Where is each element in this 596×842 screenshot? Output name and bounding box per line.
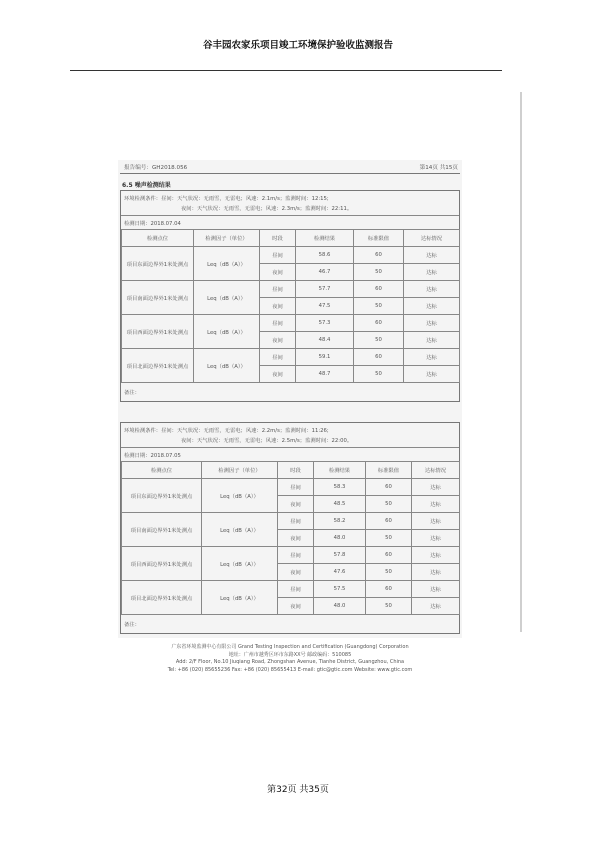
cell-limit: 50	[354, 366, 404, 383]
cell-period: 夜间	[278, 530, 314, 547]
table-row	[122, 281, 460, 298]
table-row	[122, 349, 460, 366]
page-header-title: 谷丰园农家乐项目竣工环境保护验收监测报告	[202, 40, 393, 51]
cell-limit: 60	[366, 581, 412, 598]
cell-period: 昼间	[260, 349, 296, 366]
report-number: 报告编号：GH2018.056	[124, 165, 188, 171]
report-page-mark: 第14页 共15页	[419, 165, 458, 171]
cell-result: 59.1	[296, 349, 354, 366]
noise-table-day1	[120, 190, 460, 402]
cell-factor: Leq（dB（A））	[194, 315, 260, 349]
cell-status: 达标	[404, 247, 460, 264]
cell-limit: 60	[366, 547, 412, 564]
cell-status: 达标	[412, 598, 460, 615]
cell-limit: 50	[366, 598, 412, 615]
cell-factor: Leq（dB（A））	[202, 479, 278, 513]
cell-limit: 50	[354, 332, 404, 349]
cell-factor: Leq（dB（A））	[202, 581, 278, 615]
company-line: Add: 2/F Floor, No.10 Jiuqiang Road, Zhongshan Avenue, Tianhe District, Guangzhou, China	[175, 659, 405, 666]
cell-result: 58.3	[314, 479, 366, 496]
cell-result: 48.0	[314, 530, 366, 547]
cell-period: 昼间	[260, 281, 296, 298]
env-conditions-day: 环境检测条件：昼间：天气状况：无雨雪，无雷电；风速：2.1m/s；监测时间：12:15;	[124, 196, 329, 202]
page-number: 第32页 共35页	[267, 785, 329, 795]
table-row	[122, 581, 460, 598]
cell-result: 48.5	[314, 496, 366, 513]
cell-period: 夜间	[260, 298, 296, 315]
scan-edge-shadow	[520, 92, 522, 632]
cell-status: 达标	[404, 349, 460, 366]
cell-status: 达标	[412, 581, 460, 598]
cell-limit: 60	[354, 281, 404, 298]
cell-factor: Leq（dB（A））	[194, 247, 260, 281]
cell-period: 昼间	[278, 513, 314, 530]
cell-period: 昼间	[278, 581, 314, 598]
cell-result: 57.7	[296, 281, 354, 298]
cell-result: 47.6	[314, 564, 366, 581]
cell-result: 58.6	[296, 247, 354, 264]
cell-result: 57.5	[314, 581, 366, 598]
env-conditions-day: 环境检测条件：昼间：天气状况：无雨雪，无雷电；风速：2.2m/s；监测时间：11:26;	[124, 428, 329, 434]
env-conditions-night: 夜间：天气状况：无雨雪，无雷电；风速：2.3m/s；监测时间：22:11。	[181, 206, 353, 212]
test-date: 检测日期：2018.07.04	[124, 221, 181, 227]
table-row	[122, 479, 460, 496]
cell-status: 达标	[404, 298, 460, 315]
company-line: Tel: +86 (020) 85655236 Fax: +86 (020) 85655413 E-mail: gtic@gtic.com Website: www.gtic.com	[167, 666, 413, 673]
noise-table-day2	[120, 422, 460, 634]
cell-status: 达标	[404, 281, 460, 298]
cell-period: 夜间	[278, 598, 314, 615]
column-header: 检测点位	[122, 462, 202, 479]
results-table	[121, 461, 460, 615]
column-header: 时段	[260, 230, 296, 247]
cell-status: 达标	[412, 564, 460, 581]
section-title: 6.5 噪声检测结果	[122, 182, 171, 189]
cell-limit: 50	[354, 298, 404, 315]
cell-limit: 60	[354, 247, 404, 264]
company-line: 广东省环境监测中心有限公司 Grand Testing Inspection and Certification (Guangdong) Corporation	[171, 644, 409, 650]
note-label: 备注：	[124, 390, 140, 396]
divider	[121, 447, 459, 448]
table-row	[122, 547, 460, 564]
column-header: 检测点位	[122, 230, 194, 247]
cell-point: 项目东面边界外1米处测点	[122, 479, 202, 513]
cell-point: 项目西面边界外1米处测点	[122, 315, 194, 349]
cell-result: 48.7	[296, 366, 354, 383]
cell-period: 昼间	[278, 479, 314, 496]
table-row	[122, 315, 460, 332]
cell-status: 达标	[412, 547, 460, 564]
cell-status: 达标	[412, 479, 460, 496]
cell-limit: 50	[366, 530, 412, 547]
test-date: 检测日期：2018.07.05	[124, 453, 181, 459]
cell-result: 47.5	[296, 298, 354, 315]
note-label: 备注：	[124, 622, 140, 628]
cell-result: 46.7	[296, 264, 354, 281]
scanned-report-image	[118, 160, 462, 673]
divider	[121, 215, 459, 216]
column-header: 检测因子（单位）	[202, 462, 278, 479]
cell-result: 58.2	[314, 513, 366, 530]
cell-result: 57.8	[314, 547, 366, 564]
table-header-row	[122, 462, 460, 479]
cell-period: 昼间	[278, 547, 314, 564]
column-header: 检测结果	[314, 462, 366, 479]
column-header: 标准限值	[354, 230, 404, 247]
column-header: 检测因子（单位）	[194, 230, 260, 247]
cell-period: 昼间	[260, 315, 296, 332]
table-row	[122, 513, 460, 530]
column-header: 时段	[278, 462, 314, 479]
cell-point: 项目东面边界外1米处测点	[122, 247, 194, 281]
cell-limit: 60	[354, 315, 404, 332]
cell-status: 达标	[404, 332, 460, 349]
cell-result: 57.3	[296, 315, 354, 332]
cell-result: 48.4	[296, 332, 354, 349]
cell-status: 达标	[412, 496, 460, 513]
column-header: 标准限值	[366, 462, 412, 479]
cell-factor: Leq（dB（A））	[194, 349, 260, 383]
header-divider	[70, 70, 502, 71]
cell-limit: 60	[366, 513, 412, 530]
cell-status: 达标	[404, 315, 460, 332]
cell-limit: 60	[366, 479, 412, 496]
env-conditions-night: 夜间：天气状况：无雨雪，无雷电；风速：2.5m/s；监测时间：22:00。	[181, 438, 353, 444]
cell-period: 昼间	[260, 247, 296, 264]
cell-point: 项目南面边界外1米处测点	[122, 281, 194, 315]
report-top-rule	[120, 173, 460, 174]
cell-limit: 50	[354, 264, 404, 281]
cell-limit: 60	[354, 349, 404, 366]
cell-result: 48.0	[314, 598, 366, 615]
cell-status: 达标	[412, 530, 460, 547]
cell-period: 夜间	[260, 264, 296, 281]
column-header: 达标情况	[404, 230, 460, 247]
cell-status: 达标	[412, 513, 460, 530]
cell-period: 夜间	[260, 366, 296, 383]
cell-factor: Leq（dB（A））	[202, 547, 278, 581]
table-header-row	[122, 230, 460, 247]
cell-limit: 50	[366, 496, 412, 513]
cell-period: 夜间	[278, 496, 314, 513]
cell-status: 达标	[404, 366, 460, 383]
cell-status: 达标	[404, 264, 460, 281]
company-line: 地址：广州市越秀区环市东路XX号 邮政编码：510085	[228, 651, 352, 658]
cell-factor: Leq（dB（A））	[202, 513, 278, 547]
cell-point: 项目西面边界外1米处测点	[122, 547, 202, 581]
table-row	[122, 247, 460, 264]
cell-point: 项目南面边界外1米处测点	[122, 513, 202, 547]
cell-point: 项目北面边界外1米处测点	[122, 349, 194, 383]
cell-period: 夜间	[260, 332, 296, 349]
cell-limit: 50	[366, 564, 412, 581]
company-contact-block	[118, 644, 462, 674]
cell-period: 夜间	[278, 564, 314, 581]
cell-factor: Leq（dB（A））	[194, 281, 260, 315]
column-header: 检测结果	[296, 230, 354, 247]
cell-point: 项目北面边界外1米处测点	[122, 581, 202, 615]
results-table	[121, 229, 460, 383]
column-header: 达标情况	[412, 462, 460, 479]
